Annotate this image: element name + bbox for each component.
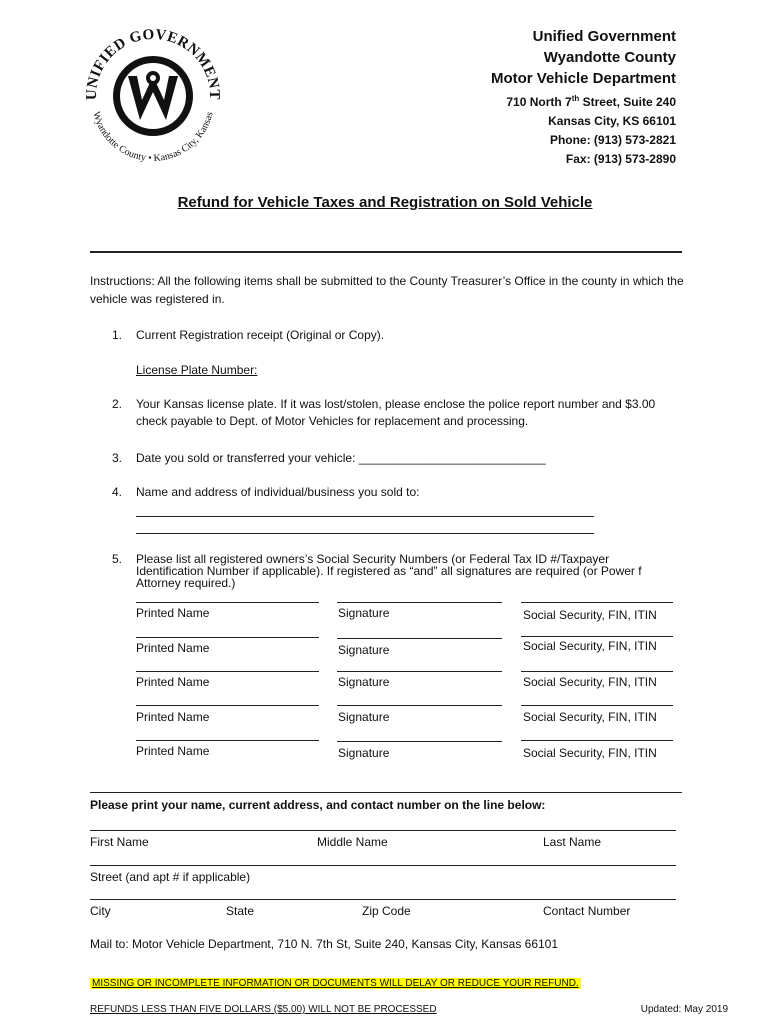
- owner-ssn-label: Social Security, FIN, ITIN: [523, 639, 657, 653]
- department-header: [491, 26, 676, 169]
- owner-signature-label: Signature: [338, 746, 390, 760]
- seal-top-text: UNIFIED GOVERNMENT: [83, 26, 223, 101]
- owner-signature-label: Signature: [338, 606, 390, 620]
- owner-name-line[interactable]: [136, 740, 319, 741]
- owner-ssn-line[interactable]: [521, 671, 673, 672]
- instructions-text: Instructions: All the following items shall be submitted to the County Treasurer’s Office in the county in which the vehicle was registered in.: [90, 274, 684, 306]
- zip-code-label: Zip Code: [362, 904, 411, 918]
- owner-ssn-line[interactable]: [521, 740, 673, 741]
- name-line[interactable]: [90, 830, 676, 831]
- missing-info-warning: MISSING OR INCOMPLETE INFORMATION OR DOCUMENTS WILL DELAY OR REDUCE YOUR REFUND.: [92, 978, 579, 989]
- contact-heading: Please print your name, current address, and contact number on the line below:: [90, 798, 546, 812]
- owner-signature-label: Signature: [338, 675, 390, 689]
- license-plate-label: License Plate Number:: [136, 363, 258, 377]
- unified-government-seal: [78, 18, 228, 168]
- owner-printed-name-label: Printed Name: [136, 606, 210, 620]
- header-fax: Fax: (913) 573-2890: [565, 152, 676, 166]
- header-line-1: Unified Government: [532, 28, 676, 45]
- owner-signature-label: Signature: [338, 643, 390, 657]
- owner-ssn-label: Social Security, FIN, ITIN: [523, 710, 657, 724]
- title-divider: [90, 251, 682, 253]
- owner-printed-name-label: Printed Name: [136, 744, 210, 758]
- owner-signature-line[interactable]: [337, 638, 502, 639]
- owner-name-line[interactable]: [136, 705, 319, 706]
- owner-ssn-label: Social Security, FIN, ITIN: [523, 675, 657, 689]
- buyer-line-2[interactable]: [136, 533, 594, 534]
- first-name-label: First Name: [90, 835, 149, 849]
- owner-signature-line[interactable]: [337, 705, 502, 706]
- owner-printed-name-label: Printed Name: [136, 675, 210, 689]
- street-label: Street (and apt # if applicable): [90, 870, 251, 884]
- header-line-2: Wyandotte County: [543, 49, 676, 66]
- owner-signature-label: Signature: [338, 710, 390, 724]
- updated-date: Updated: May 2019: [640, 1004, 728, 1015]
- middle-name-label: Middle Name: [317, 835, 388, 849]
- owner-signature-line[interactable]: [337, 671, 502, 672]
- owner-name-line[interactable]: [136, 602, 319, 603]
- header-line-3: Motor Vehicle Department: [490, 70, 676, 87]
- owner-ssn-line[interactable]: [521, 636, 673, 637]
- state-label: State: [226, 904, 255, 918]
- street-line[interactable]: [90, 865, 676, 866]
- last-name-label: Last Name: [543, 835, 602, 849]
- buyer-line-1[interactable]: [136, 516, 594, 517]
- header-address: 710 North 7th Street, Suite 240: [506, 94, 676, 109]
- owner-name-line[interactable]: [136, 637, 319, 638]
- owner-name-line[interactable]: [136, 671, 319, 672]
- city-state-zip-line[interactable]: [90, 899, 676, 900]
- contact-number-label: Contact Number: [543, 904, 631, 918]
- owner-ssn-label: Social Security, FIN, ITIN: [523, 746, 657, 760]
- owner-ssn-label: Social Security, FIN, ITIN: [523, 608, 657, 622]
- form-title: Refund for Vehicle Taxes and Registration on Sold Vehicle: [177, 194, 593, 211]
- owner-ssn-line[interactable]: [521, 602, 673, 603]
- seal-emblem-icon: [113, 56, 193, 136]
- header-city: Kansas City, KS 66101: [548, 114, 676, 128]
- contact-divider: [90, 792, 682, 793]
- header-phone: Phone: (913) 573-2821: [549, 133, 676, 147]
- owner-signature-line[interactable]: [337, 602, 502, 603]
- refund-minimum-warning: REFUNDS LESS THAN FIVE DOLLARS ($5.00) WILL NOT BE PROCESSED: [90, 1004, 437, 1015]
- owner-ssn-line[interactable]: [521, 705, 673, 706]
- mail-to-text: Mail to: Motor Vehicle Department, 710 N. 7th St, Suite 240, Kansas City, Kansas 66101: [90, 937, 559, 951]
- seal-bottom-text: Wyandotte County • Kansas City, Kansas: [90, 110, 216, 165]
- owner-signature-line[interactable]: [337, 741, 502, 742]
- owner-printed-name-label: Printed Name: [136, 710, 210, 724]
- city-label: City: [90, 904, 111, 918]
- owner-printed-name-label: Printed Name: [136, 641, 210, 655]
